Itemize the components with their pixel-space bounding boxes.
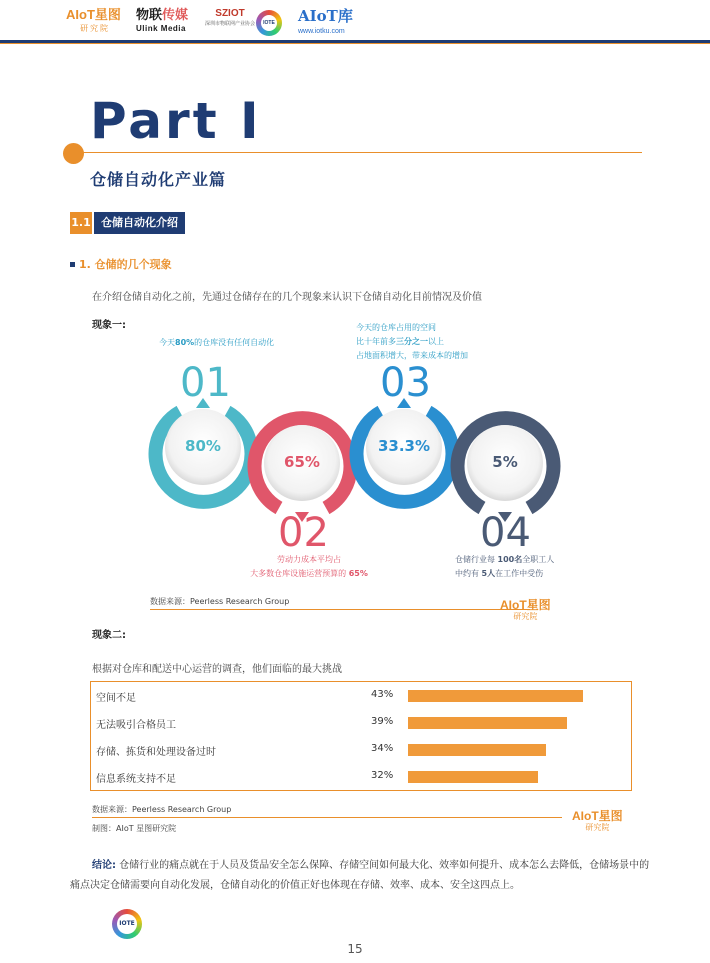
note-highlight: 5人 xyxy=(481,569,496,578)
note-line: 今天的仓库占用的空间 xyxy=(356,323,436,332)
watermark-main: AIoT星图 xyxy=(572,809,623,823)
row-percent: 34% xyxy=(371,743,394,754)
note-text: 全职工人 xyxy=(522,555,555,564)
logo-highlight-text: 传媒 xyxy=(162,7,189,22)
row-bar xyxy=(408,690,583,702)
ring-04-value: 5% xyxy=(492,453,518,471)
note-text: 以上 xyxy=(428,337,444,346)
note-line xyxy=(246,567,372,581)
row-percent: 32% xyxy=(371,770,394,781)
item-number-04: 04 xyxy=(480,510,531,556)
note-line: 占地面积增大，带来成本的增加 xyxy=(356,351,468,360)
source-note-1: 数据来源：Peerless Research Group xyxy=(150,597,290,606)
note-text: 比十年前多 xyxy=(356,337,396,346)
row-bar xyxy=(408,771,538,783)
phenomenon-one-label: 现象一: xyxy=(92,320,126,331)
challenges-table xyxy=(90,681,632,791)
source-divider-2 xyxy=(92,817,562,818)
row-label: 空间不足 xyxy=(96,693,136,704)
intro-paragraph: 在介绍仓储自动化之前，先通过仓储存在的几个现象来认识下仓储自动化目前情况及价值 xyxy=(92,292,482,303)
logo-url-text: www.iotku.com xyxy=(298,28,345,35)
note-line xyxy=(455,553,554,567)
logo-main-text: AIoT库 xyxy=(298,7,353,25)
note-line xyxy=(356,335,468,349)
conclusion-paragraph xyxy=(70,856,650,896)
note-text: 的仓库没有任何自动化 xyxy=(194,338,275,347)
note-line: 劳动力成本平均占 xyxy=(277,555,341,564)
made-by-note: 制图：AIoT 星图研究院 xyxy=(92,824,177,833)
part-subtitle: 仓储自动化产业篇 xyxy=(90,170,227,189)
note-04 xyxy=(455,553,554,581)
logo-text: IOTE xyxy=(117,914,137,934)
phenomenon-two-label: 现象二: xyxy=(92,630,126,641)
note-text: 在工作中受伤 xyxy=(495,569,544,578)
table-row xyxy=(91,736,631,763)
row-bar xyxy=(408,744,546,756)
item-number-03: 03 xyxy=(380,360,431,406)
ring-03-value: 33.3% xyxy=(377,437,431,455)
subsection-title: 1. 仓储的几个现象 xyxy=(79,258,172,271)
source-divider-1 xyxy=(150,609,530,610)
table-row xyxy=(91,763,631,790)
note-highlight: 65% xyxy=(348,569,368,578)
ring-02-value: 65% xyxy=(284,453,320,471)
item-number-02: 02 xyxy=(278,510,329,556)
survey-intro: 根据对仓库和配送中心运营的调查，他们面临的最大挑战 xyxy=(92,664,342,675)
iote-footer-logo xyxy=(112,909,142,939)
row-percent: 43% xyxy=(371,689,394,700)
section-number: 1.1 xyxy=(70,212,92,234)
note-03 xyxy=(356,321,468,363)
note-text: 今天 xyxy=(159,338,175,347)
table-row xyxy=(91,709,631,736)
section-title: 仓储自动化介绍 xyxy=(94,212,185,234)
watermark-sub: 研究院 xyxy=(585,823,610,832)
note-02 xyxy=(246,553,372,581)
note-text: 仓储行业每 xyxy=(455,555,498,564)
row-percent: 39% xyxy=(371,716,394,727)
table-row xyxy=(91,682,631,709)
ring-01-value: 80% xyxy=(185,437,221,455)
row-label: 信息系统支持不足 xyxy=(96,774,176,785)
note-highlight: 100名 xyxy=(497,555,523,564)
note-highlight: 三分之一 xyxy=(396,337,428,346)
logo-main-text: AIoT星图 xyxy=(66,7,121,22)
logo-sub-text: 深圳市物联网产业协会 xyxy=(205,21,256,27)
note-text: 大多数仓库设施运营预算的 xyxy=(250,569,349,578)
conclusion-key: 结论: xyxy=(92,860,116,871)
watermark-sub: 研究院 xyxy=(513,612,538,621)
aiot-watermark-2 xyxy=(572,810,623,833)
logo-text: IOTE xyxy=(261,15,277,31)
item-number-01: 01 xyxy=(180,360,231,406)
logo-sub-text: Ulink Media xyxy=(136,24,186,33)
page-number: 15 xyxy=(347,942,363,956)
note-highlight: 80% xyxy=(175,338,195,347)
note-text: 中约有 xyxy=(455,569,482,578)
note-line xyxy=(455,567,554,581)
conclusion-text: 仓储行业的痛点就在于人员及货品安全怎么保障、存储空间如何最大化、效率如何提升、成本怎么去降低，仓储场景中的痛点决定仓储需要向自动化发展，仓储自动化的价值正好也体现在存储、效率、成本、安全这四点上。 xyxy=(70,860,650,891)
source-note-2: 数据来源：Peerless Research Group xyxy=(92,805,232,814)
logo-main-text: 物联 xyxy=(136,7,163,22)
logo-sub-text: 研究院 xyxy=(80,24,110,33)
row-label: 无法吸引合格员工 xyxy=(96,720,176,731)
note-01 xyxy=(159,336,274,350)
logo-main-text: SZIOT xyxy=(215,8,245,19)
watermark-main: AIoT星图 xyxy=(500,598,551,612)
part-title: Part Ⅰ xyxy=(90,92,262,150)
row-bar xyxy=(408,717,567,729)
aiot-watermark-1 xyxy=(500,599,551,622)
row-label: 存储、拣货和处理设备过时 xyxy=(96,747,216,758)
